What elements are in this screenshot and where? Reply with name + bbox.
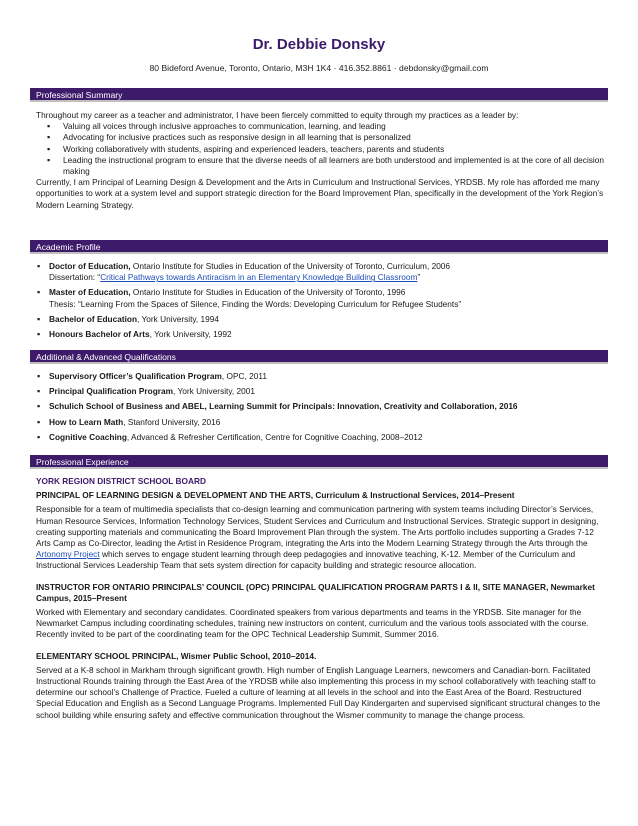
section-header-experience: Professional Experience [30, 455, 608, 469]
qualification-detail: , OPC, 2011 [221, 371, 267, 381]
qualifications-section [36, 371, 604, 447]
thesis-line: Thesis: “Learning From the Spaces of Silence, Finding the Words: Developing Curriculum for Refugee Students” [49, 298, 462, 309]
summary-closing: Currently, I am Principal of Learning Design & Development and the Arts in Curriculum and Instructional Services, YRDSB. My role has afforded me many opportunities to work at a system level and support strategic direction for the Board Improvement Plan, specifically in the development of the York Region’s Modern Learning Strategy. [36, 177, 604, 210]
job-title: ELEMENTARY SCHOOL PRINCIPAL, Wismer Public School, 2010–2014. [36, 650, 317, 661]
summary-section [36, 110, 604, 211]
degree-name: Doctor of Education, [49, 261, 131, 271]
degree-item [36, 287, 604, 309]
degree-detail: , York University, 1992 [149, 329, 232, 340]
dissertation-suffix: ” [417, 272, 421, 283]
experience-section [36, 476, 604, 721]
artonomy-project-link[interactable]: Artonomy Project [36, 549, 100, 560]
academic-section [36, 261, 604, 344]
degree-item [36, 261, 604, 283]
job-description [36, 504, 604, 571]
qualification-detail: , Stanford University, 2016 [123, 416, 221, 427]
job-description: Worked with Elementary and secondary candidates. Coordinated speakers from various departments and teams in the YRDSB. Site manager for the Newmarket Campus including coordinating schedules, training new instructors on content, curriculum and the various tools associated with the course. Recently invited to be part of the coordinating team for the OPC Technical Leadership Summit, Summer 2016. [36, 607, 589, 640]
qualification-detail: , York University, 2001 [173, 386, 255, 397]
candidate-name: Dr. Debbie Donsky [252, 36, 386, 53]
job-title: PRINCIPAL OF LEARNING DESIGN & DEVELOPMENT AND THE ARTS, Curriculum & Instructional Services, 2014–Present [36, 490, 515, 501]
degree-detail: Ontario Institute for Studies in Education of the University of Toronto, 1996 [130, 287, 406, 298]
degree-name: Master of Education, [49, 287, 131, 298]
degree-list [36, 261, 604, 340]
summary-bullet: ▪ Valuing all voices through inclusive approaches to communication, learning, and leading [36, 121, 604, 132]
qualification-title: Schulich School of Business and ABEL, Learning Summit for Principals: Innovation, Creativity and Collaboration, 2016 [49, 401, 518, 412]
section-header-academic: Academic Profile [30, 240, 608, 254]
qualification-item [36, 371, 604, 382]
summary-bullet: ▪ Leading the instructional program to ensure that the diverse needs of all learners are both understood and implemented is at the core of all decision making [36, 155, 604, 177]
qualification-item [36, 386, 604, 397]
dissertation-prefix: Dissertation: “ [49, 272, 101, 283]
qualification-list [36, 371, 604, 443]
dissertation-link[interactable]: Critical Pathways towards Antiracism in an Elementary Knowledge Building Classroom [100, 272, 418, 283]
qualification-item [36, 417, 604, 428]
degree-detail: Ontario Institute for Studies in Education of the University of Toronto, Curriculum, 2006 [130, 261, 451, 271]
degree-item [36, 329, 604, 340]
section-header-summary: Professional Summary [30, 88, 608, 102]
summary-bullet: ▪ Working collaboratively with students, aspiring and experienced leaders, teachers, parents and students [36, 144, 604, 155]
job-description-text: Responsible for a team of multimedia specialists that co-design learning and communication partnering with system teams including Director’s Services, Human Resource Services, Information Technology Services, Student Services and Curriculum and Instructional Services. Strategic support in designing, creating supporting materials and communicating the Board Improvement Plan through the system. The Arts portfolio includes supporting a Grades 7-12 Arts Camp as Co-Director, leading the Artist in Residence Program, integrating the Arts into the Modern Learning Strategy through the Arts through the [36, 504, 599, 549]
qualification-title: Cognitive Coaching [49, 431, 127, 442]
summary-bullet-list [36, 121, 604, 177]
section-header-qualifications: Additional & Advanced Qualifications [30, 350, 608, 364]
contact-line: 80 Bideford Avenue, Toronto, Ontario, M3H 1K4 · 416.352.8861 · debdonsky@gmail.com [149, 63, 489, 73]
job-title: INSTRUCTOR FOR ONTARIO PRINCIPALS’ COUNCIL (OPC) PRINCIPAL QUALIFICATION PROGRAM PARTS I & II, SITE MANAGER, Newmarket Campus, 2015–Present [36, 581, 595, 603]
degree-detail: , York University, 1994 [137, 313, 219, 324]
degree-item [36, 314, 604, 325]
qualification-title: How to Learn Math [49, 416, 124, 427]
qualification-title: Supervisory Officer’s Qualification Program [49, 371, 222, 381]
summary-intro: Throughout my career as a teacher and administrator, I have been fiercely committed to equity through my practices as a leader by: [36, 110, 519, 120]
qualification-title: Principal Qualification Program [49, 386, 174, 397]
qualification-item [36, 401, 604, 412]
qualification-item [36, 432, 604, 443]
summary-bullet: ▪ Advocating for inclusive practices such as responsive design in all learning that is personalized [36, 132, 604, 143]
qualification-detail: , Advanced & Refresher Certification, Centre for Cognitive Coaching, 2008–2012 [126, 431, 423, 442]
degree-name: Bachelor of Education [49, 313, 138, 324]
job-description-text: which serves to engage student learning through deep pedagogies and innovative teaching, K-12. Member of the Curriculum and Instructional Services Leadership Team that sets system direction for capacity building and strategic resource allocation. [36, 549, 576, 571]
degree-name: Honours Bachelor of Arts [49, 329, 150, 340]
job-description: Served at a K-8 school in Markham through significant growth. High number of English Language Learners, newcomers and Canadian-born. Facilitated Instructional Rounds training through the East Area of the YRDSB while also implementing this process in my school collaboratively with teaching staff to determine our school’s Challenge of Practice. Fueled a culture of learning at all levels in the school and into the East Area of the Board. Restructured Special Education and English as a Second Language Programs. Implemented Full Day Kindergarten and supervised significant structural changes to the school building while ensuring safety and effective communication throughout the Wismer community to manage the change process. [36, 664, 601, 720]
employer-name: YORK REGION DISTRICT SCHOOL BOARD [36, 476, 206, 486]
